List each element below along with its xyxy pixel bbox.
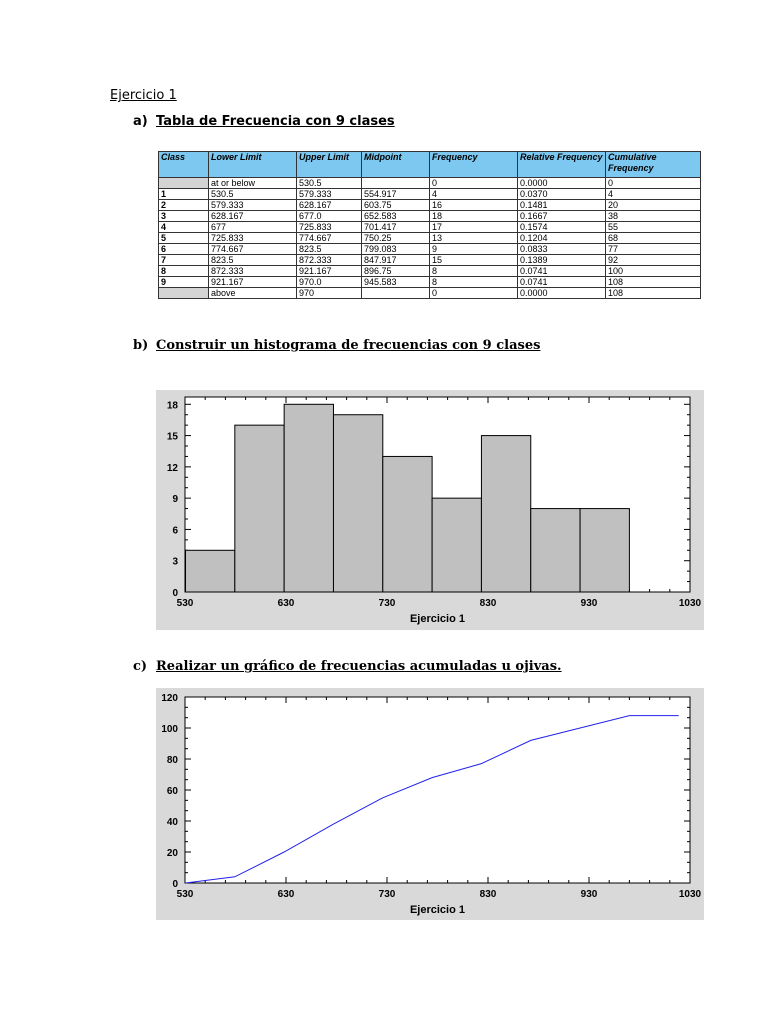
table-cell: 8 [430,266,518,277]
table-cell: 677.0 [297,211,362,222]
histogram-svg [156,390,704,630]
table-cell: 847.917 [362,255,430,266]
section-a-text: Tabla de Frecuencia con 9 clases [156,114,395,129]
ogive-svg [156,688,704,920]
frequency-table [158,151,701,299]
table-cell: 628.167 [297,200,362,211]
table-class-cell: 1 [159,189,209,200]
section-c-heading [133,659,562,674]
table-cell: 0.1389 [518,255,606,266]
table-row [159,244,701,255]
y-tick-label: 15 [166,431,178,443]
section-b-text: Construir un histograma de frecuencias con 9 clases [156,338,541,353]
table-row [159,189,701,200]
x-tick-label: 930 [580,598,598,609]
table-class-cell: 9 [159,277,209,288]
table-row [159,288,701,299]
ogive-chart [156,688,704,920]
table-header-cell: Upper Limit [297,152,362,178]
table-cell: 108 [606,288,701,299]
histogram-bar [580,509,629,592]
table-cell: 774.667 [209,244,297,255]
y-tick-label: 0 [172,588,178,599]
table-cell: 38 [606,211,701,222]
table-cell: 68 [606,233,701,244]
table-cell: at or below [209,178,297,189]
table-class-cell: 8 [159,266,209,277]
histogram-bar [432,498,481,592]
table-cell: 9 [430,244,518,255]
histogram-bar [235,425,284,592]
table-row [159,255,701,266]
histogram-chart [156,390,704,630]
table-cell: 530.5 [297,178,362,189]
table-header-cell: Cumulative Frequency [606,152,701,178]
table-cell: 872.333 [297,255,362,266]
x-axis-title: Ejercicio 1 [409,904,466,916]
table-cell: 4 [430,189,518,200]
table-cell: 628.167 [209,211,297,222]
table-cell: 20 [606,200,701,211]
histogram-bar [531,509,580,592]
table-cell: 0.0741 [518,266,606,277]
table-cell: 0 [430,288,518,299]
table-cell: 0 [606,178,701,189]
exercise-title: Ejercicio 1 [110,88,177,103]
table-cell: 15 [430,255,518,266]
table-cell: 823.5 [297,244,362,255]
table-cell: 945.583 [362,277,430,288]
histogram-bar [284,404,333,592]
y-tick-label: 20 [166,848,178,859]
plot-area [185,697,690,883]
table-cell: 579.333 [209,200,297,211]
y-tick-label: 12 [166,462,178,474]
table-cell: 16 [430,200,518,211]
table-cell: 0.1667 [518,211,606,222]
table-header-cell: Midpoint [362,152,430,178]
table-cell [362,178,430,189]
table-cell: 774.667 [297,233,362,244]
table-cell: 0 [430,178,518,189]
table-row [159,178,701,189]
table-cell: 652.583 [362,211,430,222]
table-header-cell: Class [159,152,209,178]
histogram-bar [383,456,432,592]
y-tick-label: 0 [172,879,178,890]
table-header-row [159,152,701,178]
section-b-heading [133,338,540,353]
x-tick-label: 930 [580,889,598,900]
table-cell [362,288,430,299]
table-cell: 725.833 [209,233,297,244]
table-row [159,200,701,211]
table-cell: 18 [430,211,518,222]
x-tick-label: 1030 [678,598,702,609]
table-cell: 108 [606,277,701,288]
table-cell: 0.0000 [518,288,606,299]
table-row [159,211,701,222]
y-tick-label: 18 [166,400,178,412]
table-cell: 0.1481 [518,200,606,211]
table-cell: 92 [606,255,701,266]
table-cell: 13 [430,233,518,244]
table-row [159,233,701,244]
table-row [159,277,701,288]
histogram-bar [333,415,382,592]
table-header-cell: Frequency [430,152,518,178]
y-tick-label: 6 [172,525,178,537]
table-cell: 970.0 [297,277,362,288]
y-tick-label: 80 [166,755,178,766]
table-cell: above [209,288,297,299]
table-class-cell [159,288,209,299]
table-cell: 799.083 [362,244,430,255]
table-cell: 530.5 [209,189,297,200]
section-c-text: Realizar un gráfico de frecuencias acumuladas u ojivas. [156,659,562,674]
table-cell: 823.5 [209,255,297,266]
histogram-bar [186,550,235,592]
x-tick-label: 730 [378,598,396,609]
table-cell: 603.75 [362,200,430,211]
table-cell: 921.167 [209,277,297,288]
table-class-cell: 4 [159,222,209,233]
table-cell: 896.75 [362,266,430,277]
table-cell: 0.0741 [518,277,606,288]
table-cell: 921.167 [297,266,362,277]
table-class-cell: 2 [159,200,209,211]
table-cell: 750.25 [362,233,430,244]
section-c-letter: c) [133,659,148,674]
table-cell: 55 [606,222,701,233]
table-cell: 970 [297,288,362,299]
table-cell: 677 [209,222,297,233]
table-cell: 0.1204 [518,233,606,244]
x-tick-label: 830 [479,889,497,900]
x-tick-label: 530 [176,598,194,609]
x-axis-title: Ejercicio 1 [409,613,466,625]
x-tick-label: 1030 [678,889,702,900]
y-tick-label: 60 [166,786,178,797]
y-tick-label: 3 [172,556,178,568]
table-class-cell: 5 [159,233,209,244]
table-class-cell [159,178,209,189]
table-cell: 0.0370 [518,189,606,200]
table-cell: 100 [606,266,701,277]
x-tick-label: 530 [176,889,194,900]
table-cell: 4 [606,189,701,200]
table-cell: 8 [430,277,518,288]
table-row [159,222,701,233]
x-tick-label: 630 [277,598,295,609]
table-cell: 554.917 [362,189,430,200]
table-cell: 872.333 [209,266,297,277]
table-class-cell: 7 [159,255,209,266]
section-a-letter: a) [133,114,148,129]
y-tick-label: 9 [172,494,178,506]
y-tick-label: 100 [161,724,178,735]
table-cell: 77 [606,244,701,255]
table-class-cell: 6 [159,244,209,255]
x-tick-label: 630 [277,889,295,900]
x-tick-label: 830 [479,598,497,609]
table-cell: 0.1574 [518,222,606,233]
table-body [159,178,701,299]
table-cell: 0.0000 [518,178,606,189]
table-cell: 17 [430,222,518,233]
x-tick-label: 730 [378,889,396,900]
table-header-cell: Lower Limit [209,152,297,178]
table-cell: 701.417 [362,222,430,233]
table-class-cell: 3 [159,211,209,222]
table-cell: 0.0833 [518,244,606,255]
table-cell: 579.333 [297,189,362,200]
section-a-heading [133,114,395,129]
y-tick-label: 120 [161,693,178,704]
section-b-letter: b) [133,338,149,353]
histogram-bar [481,436,530,592]
y-tick-label: 40 [166,817,178,828]
table-row [159,266,701,277]
table-header-cell: Relative Frequency [518,152,606,178]
table-cell: 725.833 [297,222,362,233]
